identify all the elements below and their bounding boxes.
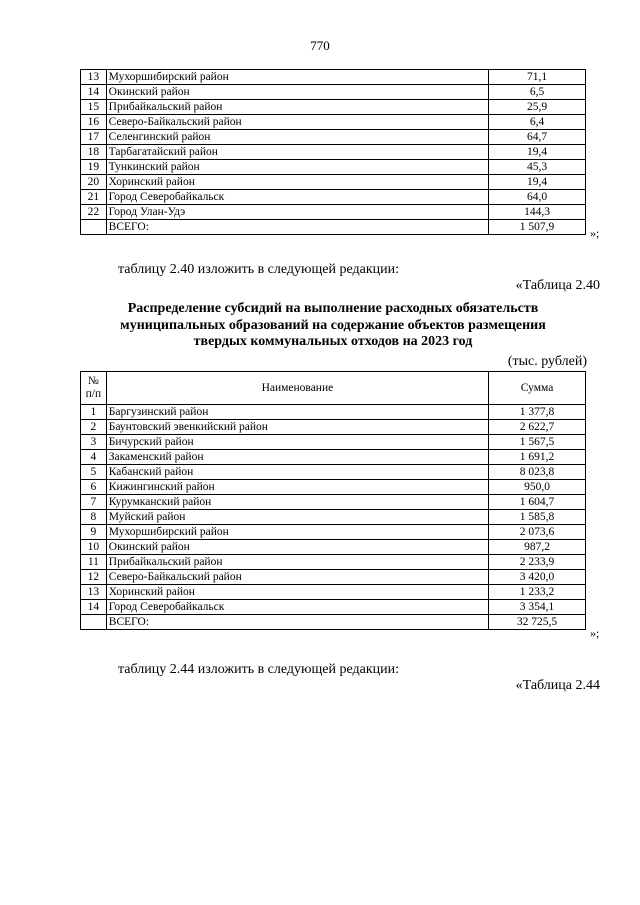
table-ref-2-40: «Таблица 2.40 bbox=[515, 278, 600, 293]
table-title-line-1: Распределение субсидий на выполнение расходных обязательств bbox=[127, 301, 539, 316]
row-name: Мухоршибирский район bbox=[106, 70, 488, 85]
row-value: 987,2 bbox=[489, 540, 586, 555]
row-number: 22 bbox=[81, 205, 107, 220]
row-value: 3 420,0 bbox=[489, 570, 586, 585]
row-number: 14 bbox=[81, 600, 107, 615]
row-value: 1 691,2 bbox=[489, 450, 586, 465]
row-value: 1 567,5 bbox=[489, 435, 586, 450]
table-row bbox=[81, 600, 586, 615]
row-name: Город Северобайкальск bbox=[106, 190, 488, 205]
row-name: Окинский район bbox=[106, 85, 488, 100]
table-row bbox=[81, 405, 586, 420]
table-row bbox=[81, 190, 586, 205]
row-number: 6 bbox=[81, 480, 107, 495]
table-row bbox=[81, 115, 586, 130]
total-label: ВСЕГО: bbox=[106, 220, 488, 235]
table-row bbox=[81, 570, 586, 585]
table2-closing-quote: »; bbox=[590, 626, 600, 640]
header-number-line-2: п/п bbox=[85, 388, 102, 400]
table-row bbox=[81, 435, 586, 450]
row-number: 7 bbox=[81, 495, 107, 510]
row-value: 1 233,2 bbox=[489, 585, 586, 600]
row-number: 15 bbox=[81, 100, 107, 115]
table-row bbox=[81, 175, 586, 190]
total-number-empty bbox=[81, 220, 107, 235]
table-row bbox=[81, 540, 586, 555]
table-row bbox=[81, 70, 586, 85]
row-name: Хоринский район bbox=[106, 585, 488, 600]
total-label: ВСЕГО: bbox=[106, 615, 488, 630]
row-name: Селенгинский район bbox=[106, 130, 488, 145]
table-row bbox=[81, 480, 586, 495]
page-number: 770 bbox=[310, 38, 330, 53]
table-title-line-2: муниципальных образований на содержание объектов размещения bbox=[120, 317, 546, 333]
row-name: Баунтовский эвенкийский район bbox=[106, 420, 488, 435]
row-name: Мухоршибирский район bbox=[106, 525, 488, 540]
table-row bbox=[81, 160, 586, 175]
row-number: 5 bbox=[81, 465, 107, 480]
header-number-line-1: № bbox=[87, 375, 99, 387]
table-row bbox=[81, 465, 586, 480]
table-row bbox=[81, 510, 586, 525]
amendment-paragraph-2-44: таблицу 2.44 изложить в следующей редакции: bbox=[118, 662, 400, 677]
row-name: Окинский район bbox=[106, 540, 488, 555]
row-name: Кабанский район bbox=[106, 465, 488, 480]
row-value: 1 377,8 bbox=[489, 405, 586, 420]
table-row bbox=[81, 100, 586, 115]
row-value: 2 073,6 bbox=[489, 525, 586, 540]
row-value: 71,1 bbox=[489, 70, 586, 85]
row-value: 19,4 bbox=[489, 145, 586, 160]
amendment-paragraph-2-40: таблицу 2.40 изложить в следующей редакции: bbox=[118, 262, 400, 277]
table-2-40 bbox=[80, 371, 586, 630]
row-name: Северо-Байкальский район bbox=[106, 115, 488, 130]
row-name: Прибайкальский район bbox=[106, 100, 488, 115]
header-name: Наименование bbox=[106, 372, 488, 405]
table-row bbox=[81, 495, 586, 510]
header-number bbox=[81, 372, 107, 405]
header-sum: Сумма bbox=[489, 372, 586, 405]
row-value: 950,0 bbox=[489, 480, 586, 495]
row-value: 1 604,7 bbox=[489, 495, 586, 510]
total-number-empty bbox=[81, 615, 107, 630]
table-row bbox=[81, 585, 586, 600]
table-row bbox=[81, 205, 586, 220]
row-number: 13 bbox=[81, 70, 107, 85]
row-number: 9 bbox=[81, 525, 107, 540]
row-name: Кижингинский район bbox=[106, 480, 488, 495]
row-number: 21 bbox=[81, 190, 107, 205]
row-name: Прибайкальский район bbox=[106, 555, 488, 570]
row-number: 10 bbox=[81, 540, 107, 555]
row-number: 11 bbox=[81, 555, 107, 570]
row-name: Закаменский район bbox=[106, 450, 488, 465]
table-ref-2-44: «Таблица 2.44 bbox=[515, 678, 600, 693]
table1-closing-quote: »; bbox=[590, 226, 600, 240]
row-value: 2 233,9 bbox=[489, 555, 586, 570]
row-number: 1 bbox=[81, 405, 107, 420]
row-name: Бичурский район bbox=[106, 435, 488, 450]
row-name: Баргузинский район bbox=[106, 405, 488, 420]
row-number: 18 bbox=[81, 145, 107, 160]
row-value: 1 585,8 bbox=[489, 510, 586, 525]
table-title-line-3: твердых коммунальных отходов на 2023 год bbox=[193, 334, 473, 349]
row-value: 25,9 bbox=[489, 100, 586, 115]
table-row bbox=[81, 130, 586, 145]
row-number: 12 bbox=[81, 570, 107, 585]
table-continued bbox=[80, 69, 586, 235]
row-name: Тункинский район bbox=[106, 160, 488, 175]
row-number: 17 bbox=[81, 130, 107, 145]
table-row bbox=[81, 420, 586, 435]
row-number: 8 bbox=[81, 510, 107, 525]
total-value: 32 725,5 bbox=[489, 615, 586, 630]
row-value: 64,0 bbox=[489, 190, 586, 205]
row-value: 45,3 bbox=[489, 160, 586, 175]
row-name: Город Улан-Удэ bbox=[106, 205, 488, 220]
table-row bbox=[81, 85, 586, 100]
table-row bbox=[81, 555, 586, 570]
row-number: 13 bbox=[81, 585, 107, 600]
row-value: 3 354,1 bbox=[489, 600, 586, 615]
row-value: 6,4 bbox=[489, 115, 586, 130]
table-total-row bbox=[81, 615, 586, 630]
row-number: 20 bbox=[81, 175, 107, 190]
table-header-row bbox=[81, 372, 586, 405]
table-row bbox=[81, 145, 586, 160]
total-value: 1 507,9 bbox=[489, 220, 586, 235]
row-name: Северо-Байкальский район bbox=[106, 570, 488, 585]
row-number: 2 bbox=[81, 420, 107, 435]
row-name: Муйский район bbox=[106, 510, 488, 525]
row-value: 19,4 bbox=[489, 175, 586, 190]
table-row bbox=[81, 450, 586, 465]
row-number: 16 bbox=[81, 115, 107, 130]
table-row bbox=[81, 525, 586, 540]
row-number: 14 bbox=[81, 85, 107, 100]
table-total-row bbox=[81, 220, 586, 235]
row-value: 6,5 bbox=[489, 85, 586, 100]
row-value: 2 622,7 bbox=[489, 420, 586, 435]
row-number: 19 bbox=[81, 160, 107, 175]
row-value: 8 023,8 bbox=[489, 465, 586, 480]
row-name: Курумканский район bbox=[106, 495, 488, 510]
row-name: Хоринский район bbox=[106, 175, 488, 190]
row-number: 4 bbox=[81, 450, 107, 465]
row-value: 144,3 bbox=[489, 205, 586, 220]
row-name: Тарбагатайский район bbox=[106, 145, 488, 160]
row-value: 64,7 bbox=[489, 130, 586, 145]
row-number: 3 bbox=[81, 435, 107, 450]
units-label: (тыс. рублей) bbox=[507, 354, 587, 369]
table-title bbox=[80, 301, 586, 351]
row-name: Город Северобайкальск bbox=[106, 600, 488, 615]
